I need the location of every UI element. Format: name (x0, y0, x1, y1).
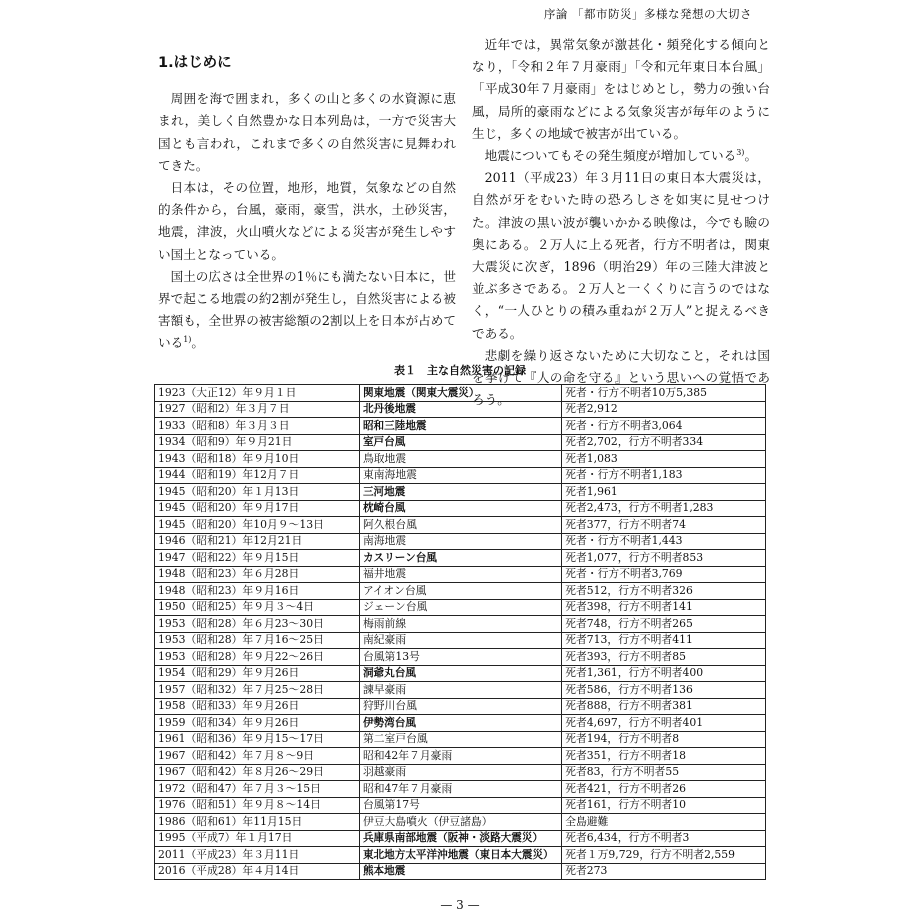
disaster-name-cell: 熊本地震 (359, 863, 561, 880)
table-row (155, 731, 766, 748)
date-cell: 1953（昭和28）年６月23～30日 (155, 616, 360, 633)
body-paragraph: 周囲を海で囲まれ，多くの山と多くの水資源に恵まれ，美しく自然豊かな日本列島は，一方で災害大国とも言われ，これまで多くの自然災害に見舞われてきた。 (158, 91, 456, 173)
date-cell: 1953（昭和28）年７月16～25日 (155, 632, 360, 649)
table-row (155, 748, 766, 765)
disaster-name-cell: 狩野川台風 (359, 698, 561, 715)
table-row (155, 434, 766, 451)
table-row (155, 781, 766, 798)
date-cell: 1948（昭和23）年９月16日 (155, 583, 360, 600)
disaster-name-cell: 台風第13号 (359, 649, 561, 666)
table-row (155, 500, 766, 517)
disaster-name-cell: 梅雨前線 (359, 616, 561, 633)
disaster-name-cell: 諫早豪雨 (359, 682, 561, 699)
date-cell: 1967（昭和42）年７月８～9日 (155, 748, 360, 765)
damage-cell: 死者・行方不明者10万5,385 (562, 385, 766, 402)
disaster-name-cell: 台風第17号 (359, 797, 561, 814)
table-row (155, 665, 766, 682)
table-row (155, 814, 766, 831)
disaster-name-cell: 伊勢湾台風 (359, 715, 561, 732)
footnote-ref: 3) (736, 147, 745, 157)
disaster-name-cell: 三河地震 (359, 484, 561, 501)
table-row (155, 847, 766, 864)
date-cell: 1972（昭和47）年７月３～15日 (155, 781, 360, 798)
damage-cell: 死者421，行方不明者26 (562, 781, 766, 798)
disaster-name-cell: 伊豆大島噴火（伊豆諸島） (359, 814, 561, 831)
date-cell: 1946（昭和21）年12月21日 (155, 533, 360, 550)
damage-cell: 死者2,702，行方不明者334 (562, 434, 766, 451)
disaster-name-cell: 昭和三陸地震 (359, 418, 561, 435)
left-column (158, 34, 456, 355)
footnote-ref: 1) (183, 335, 192, 345)
table-body (155, 385, 766, 880)
table-row (155, 385, 766, 402)
damage-cell: 死者1,961 (562, 484, 766, 501)
table-row (155, 566, 766, 583)
damage-cell: 死者888，行方不明者381 (562, 698, 766, 715)
damage-cell: 死者713，行方不明者411 (562, 632, 766, 649)
damage-cell: 死者377，行方不明者74 (562, 517, 766, 534)
disaster-name-cell: 昭和42年７月豪雨 (359, 748, 561, 765)
paragraph-end: 。 (744, 148, 758, 164)
date-cell: 1976（昭和51）年９月８～14日 (155, 797, 360, 814)
table-caption: 表１ 主な自然災害の記録 (394, 364, 526, 377)
disaster-name-cell: 羽越豪雨 (359, 764, 561, 781)
damage-cell: 死者・行方不明者3,769 (562, 566, 766, 583)
disaster-name-cell: 昭和47年７月豪雨 (359, 781, 561, 798)
damage-cell: 死者194，行方不明者8 (562, 731, 766, 748)
damage-cell: 死者1,077，行方不明者853 (562, 550, 766, 567)
damage-cell: 死者・行方不明者1,443 (562, 533, 766, 550)
disaster-name-cell: 阿久根台風 (359, 517, 561, 534)
table-row (155, 649, 766, 666)
disaster-name-cell: 鳥取地震 (359, 451, 561, 468)
damage-cell: 死者1,361，行方不明者400 (562, 665, 766, 682)
body-paragraph: 悲劇を繰り返さないために大切なこと，それは国を挙げて『人の命を守る』という思いへの覚悟であろう。 (472, 347, 770, 408)
disaster-name-cell: ジェーン台風 (359, 599, 561, 616)
date-cell: 1943（昭和18）年９月10日 (155, 451, 360, 468)
disaster-name-cell: 兵庫県南部地震（阪神・淡路大震災） (359, 830, 561, 847)
damage-cell: 死者・行方不明者3,064 (562, 418, 766, 435)
table-row (155, 863, 766, 880)
damage-cell: 死者351，行方不明者18 (562, 748, 766, 765)
disaster-records-table (154, 384, 766, 880)
disaster-name-cell: 東南海地震 (359, 467, 561, 484)
date-cell: 1945（昭和20）年９月17日 (155, 500, 360, 517)
table-row (155, 401, 766, 418)
disaster-name-cell: 洞爺丸台風 (359, 665, 561, 682)
table-row (155, 418, 766, 435)
disaster-name-cell: 室戸台風 (359, 434, 561, 451)
damage-cell: 死者161，行方不明者10 (562, 797, 766, 814)
table-row (155, 533, 766, 550)
date-cell: 1995（平成7）年１月17日 (155, 830, 360, 847)
damage-cell: 死者398，行方不明者141 (562, 599, 766, 616)
disaster-name-cell: 南海地震 (359, 533, 561, 550)
table-row (155, 830, 766, 847)
damage-cell: 死者83，行方不明者55 (562, 764, 766, 781)
damage-cell: 死者2,473，行方不明者1,283 (562, 500, 766, 517)
damage-cell: 死者・行方不明者1,183 (562, 467, 766, 484)
damage-cell: 死者393，行方不明者85 (562, 649, 766, 666)
disaster-name-cell: 第二室戸台風 (359, 731, 561, 748)
body-paragraph: 近年では，異常気象が激甚化・頻発化する傾向となり，「令和２年７月豪雨」「令和元年東日本台風」「平成30年７月豪雨」をはじめとし，勢力の強い台風，局所的豪雨などによる気象災害が毎年のように生じ，多くの地域で被害が出ている。 (472, 37, 770, 141)
page-number: — 3 — (440, 898, 480, 912)
date-cell: 1944（昭和19）年12月７日 (155, 467, 360, 484)
body-paragraph: 日本は，その位置，地形，地質，気象などの自然的条件から，台風，豪雨，豪雪，洪水，土砂災害，地震，津波，火山噴火などによる災害が発生しやすい国土となっている。 (158, 180, 456, 262)
disaster-name-cell: 枕崎台風 (359, 500, 561, 517)
damage-cell: 死者4,697，行方不明者401 (562, 715, 766, 732)
table-row (155, 616, 766, 633)
damage-cell: 死者6,434，行方不明者3 (562, 830, 766, 847)
table-row (155, 550, 766, 567)
date-cell: 1945（昭和20）年10月９～13日 (155, 517, 360, 534)
date-cell: 2011（平成23）年３月11日 (155, 847, 360, 864)
body-paragraph: 2011（平成23）年３月11日の東日本大震災は，自然が牙をむいた時の恐ろしさを如実に見せつけた。津波の黒い波が襲いかかる映像は，今でも瞼の奥にある。２万人に上る死者，行方不明者は，関東大震災に次ぎ，1896（明治29）年の三陸大津波と並ぶ多さである。２万人と一くくりに言うのではなく，“一人ひとりの積み重ねが２万人”と捉えるべきである。 (472, 170, 770, 341)
section-title: 1.はじめに (158, 55, 232, 71)
paragraph-text: 国土の広さは全世界の1％にも満たない日本に，世界で起こる地震の約2割が発生し，自然災害による被害額も，全世界の被害総額の2割以上を日本が占めている (158, 268, 456, 351)
table-row (155, 764, 766, 781)
table-row (155, 599, 766, 616)
damage-cell: 死者１万9,729，行方不明者2,559 (562, 847, 766, 864)
table-row (155, 484, 766, 501)
right-column (472, 34, 770, 411)
date-cell: 1953（昭和28）年９月22～26日 (155, 649, 360, 666)
table-row (155, 583, 766, 600)
date-cell: 1959（昭和34）年９月26日 (155, 715, 360, 732)
body-paragraph (472, 145, 770, 167)
disaster-name-cell: 福井地震 (359, 566, 561, 583)
disaster-name-cell: 東北地方太平洋沖地震（東日本大震災） (359, 847, 561, 864)
running-header: 序論 「都市防災」多様な発想の大切さ (543, 7, 752, 21)
damage-cell: 死者2,912 (562, 401, 766, 418)
body-paragraph (158, 266, 456, 355)
date-cell: 1950（昭和25）年９月３～4日 (155, 599, 360, 616)
damage-cell: 死者1,083 (562, 451, 766, 468)
table-row (155, 698, 766, 715)
date-cell: 2016（平成28）年４月14日 (155, 863, 360, 880)
date-cell: 1927（昭和2）年３月７日 (155, 401, 360, 418)
damage-cell: 死者512，行方不明者326 (562, 583, 766, 600)
damage-cell: 死者586，行方不明者136 (562, 682, 766, 699)
date-cell: 1948（昭和23）年６月28日 (155, 566, 360, 583)
table-row (155, 632, 766, 649)
table-row (155, 682, 766, 699)
date-cell: 1961（昭和36）年９月15～17日 (155, 731, 360, 748)
disaster-name-cell: 南紀豪雨 (359, 632, 561, 649)
table-row (155, 797, 766, 814)
disaster-name-cell: 北丹後地震 (359, 401, 561, 418)
date-cell: 1923（大正12）年９月１日 (155, 385, 360, 402)
date-cell: 1947（昭和22）年９月15日 (155, 550, 360, 567)
paragraph-end: 。 (191, 335, 204, 351)
table-row (155, 517, 766, 534)
date-cell: 1933（昭和8）年３月３日 (155, 418, 360, 435)
table-row (155, 715, 766, 732)
damage-cell: 死者273 (562, 863, 766, 880)
date-cell: 1957（昭和32）年７月25～28日 (155, 682, 360, 699)
paragraph-text: 地震についてもその発生頻度が増加している (484, 148, 737, 164)
date-cell: 1986（昭和61）年11月15日 (155, 814, 360, 831)
damage-cell: 死者748，行方不明者265 (562, 616, 766, 633)
disaster-name-cell: 関東地震（関東大震災） (359, 385, 561, 402)
date-cell: 1954（昭和29）年９月26日 (155, 665, 360, 682)
table-row (155, 467, 766, 484)
disaster-name-cell: カスリーン台風 (359, 550, 561, 567)
date-cell: 1934（昭和9）年９月21日 (155, 434, 360, 451)
damage-cell: 全島避難 (562, 814, 766, 831)
table-row (155, 451, 766, 468)
date-cell: 1958（昭和33）年９月26日 (155, 698, 360, 715)
date-cell: 1945（昭和20）年１月13日 (155, 484, 360, 501)
disaster-name-cell: アイオン台風 (359, 583, 561, 600)
date-cell: 1967（昭和42）年８月26～29日 (155, 764, 360, 781)
